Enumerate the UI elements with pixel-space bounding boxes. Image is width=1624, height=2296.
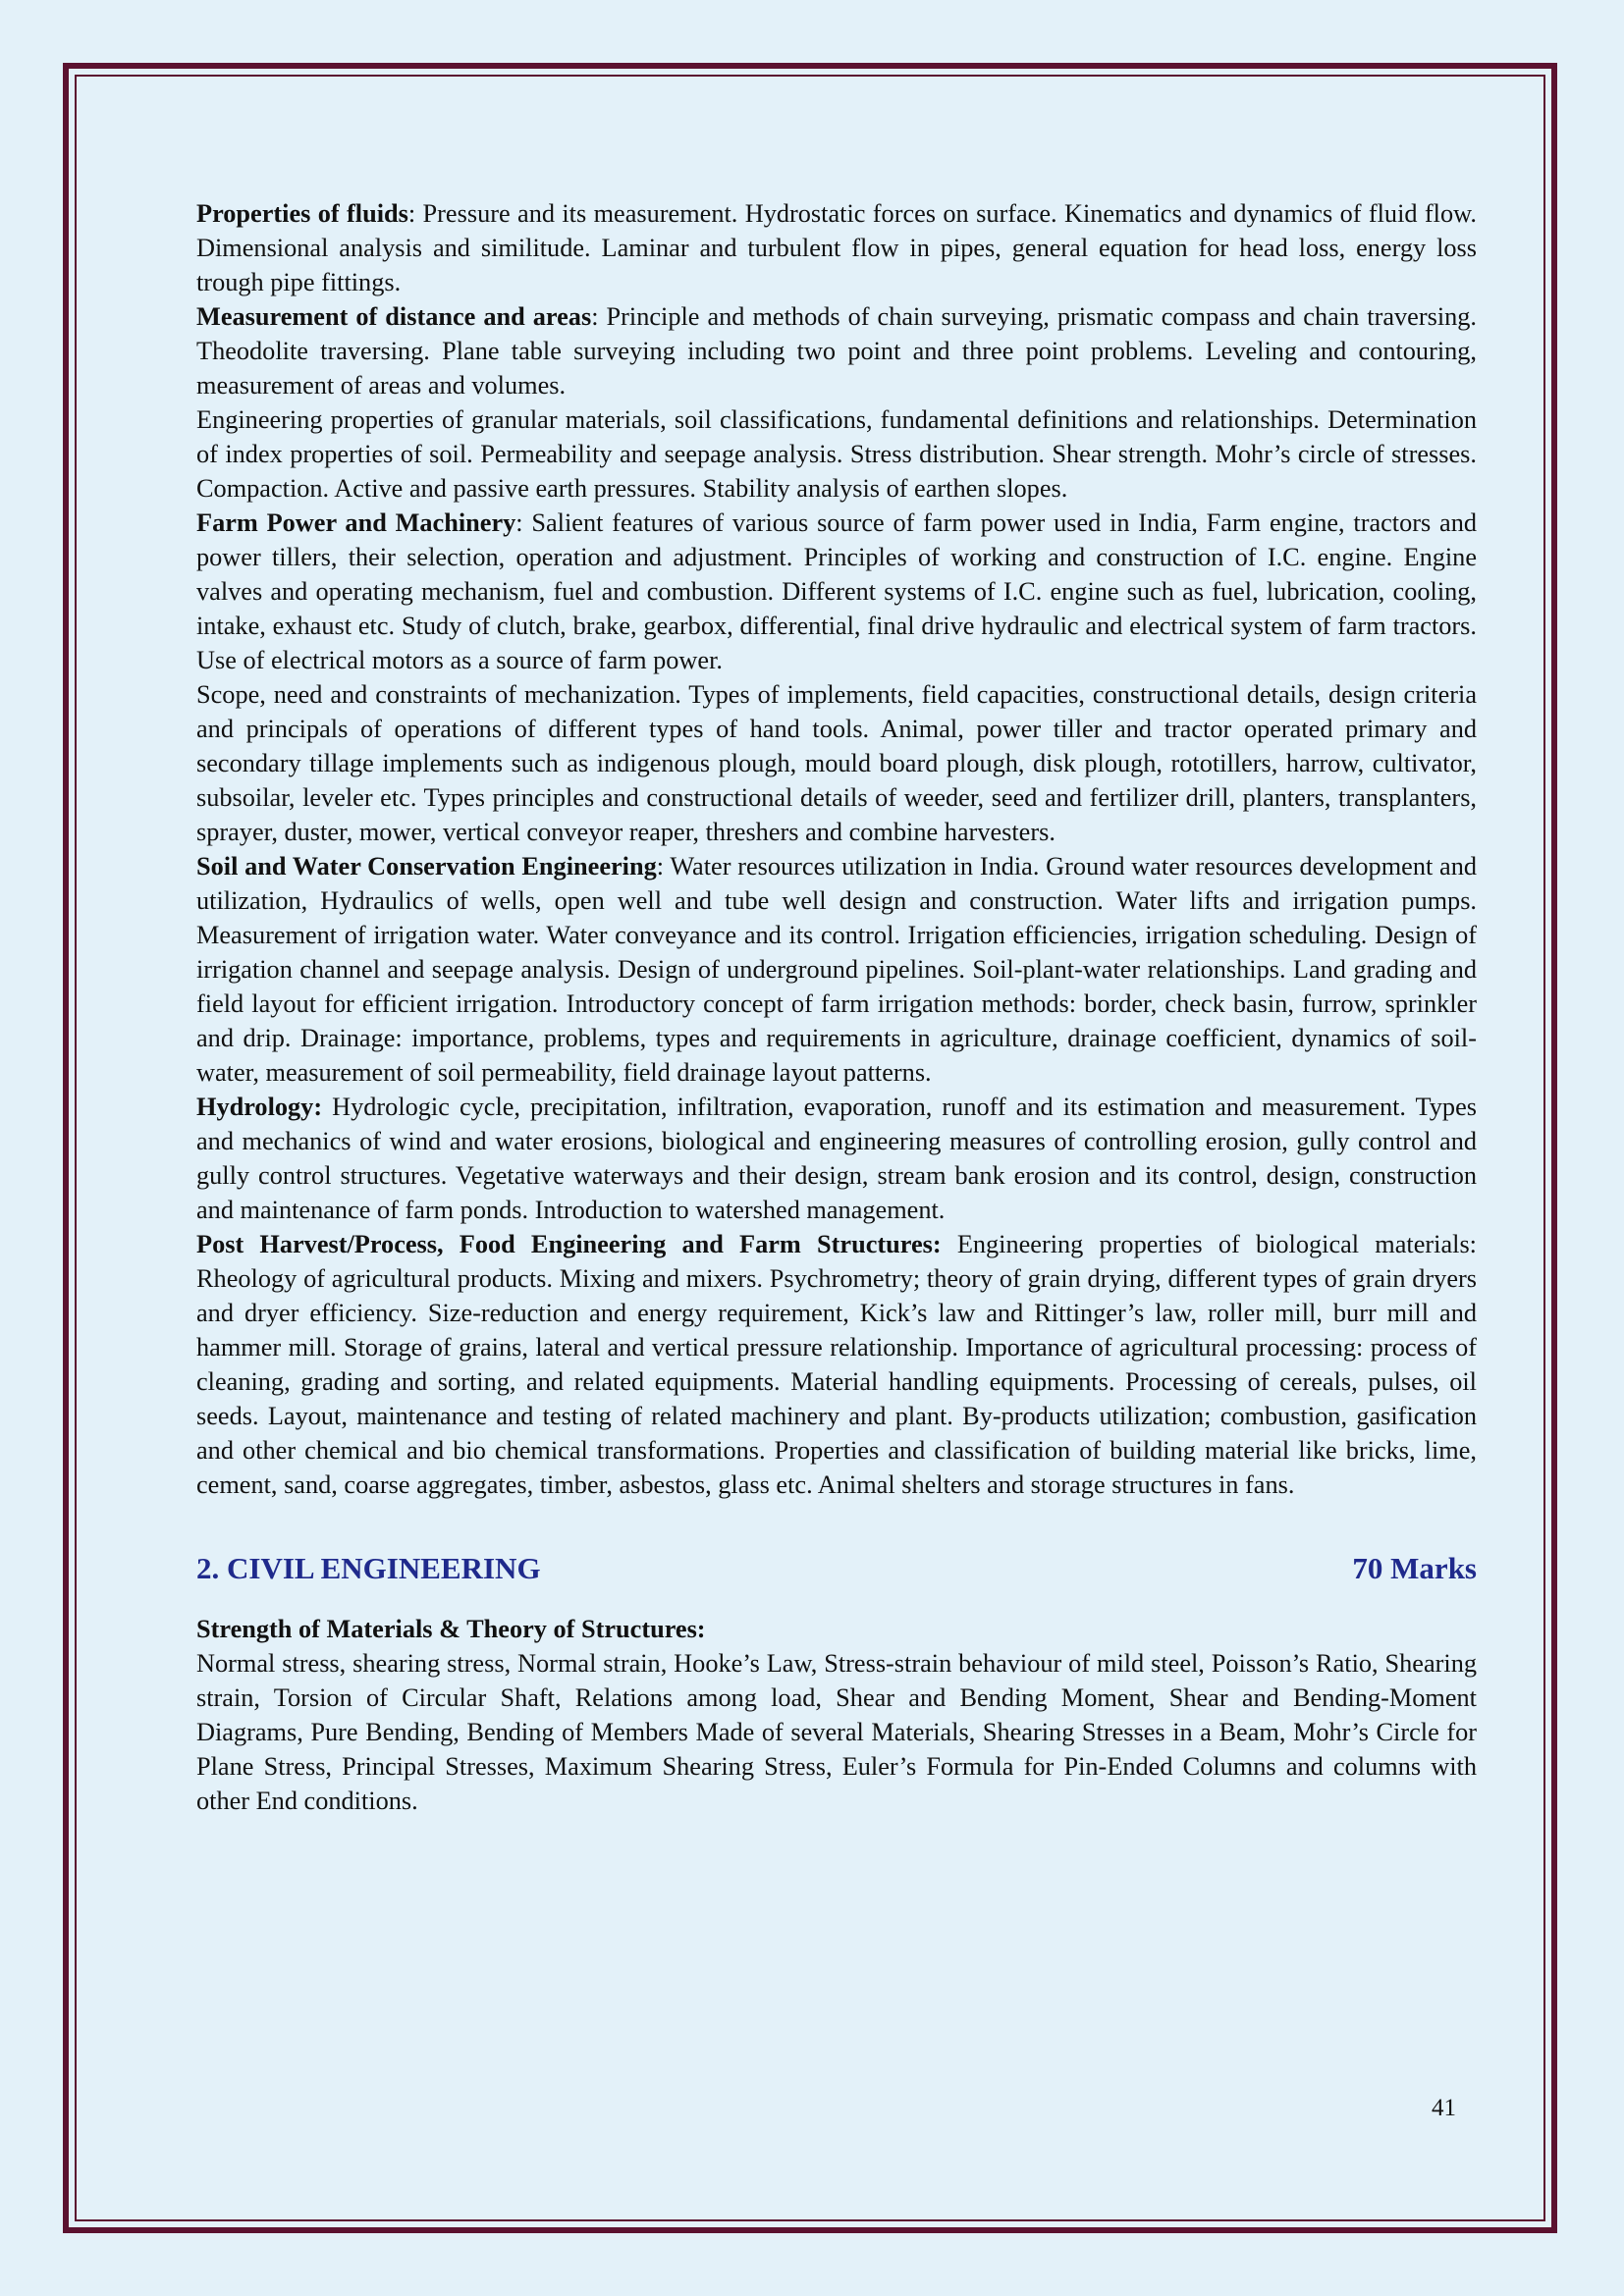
section-heading bbox=[196, 1549, 1477, 1588]
paragraph-hydrology bbox=[196, 1090, 1477, 1227]
paragraph-text: : Water resources utilization in India. Ground water resources development and utilization, Hydraulics of wells, open well and tube well design and construction. Water lifts and irrigation pumps. Measurement of irrigation water. Water conveyance and its control. Irrigation efficiencies, irrigation scheduling. Design of irrigation channel and seepage analysis. Design of underground pipelines. Soil-plant-water relationships. Land grading and field layout for efficient irrigation. Introductory concept of farm irrigation methods: border, check basin, furrow, sprinkler and drip. Drainage: importance, problems, types and requirements in agriculture, drainage coefficient, dynamics of soil-water, measurement of soil permeability, field drainage layout patterns. bbox=[196, 852, 1477, 1087]
paragraph-heading: Farm Power and Machinery bbox=[196, 508, 516, 537]
paragraph-fluids bbox=[196, 196, 1477, 299]
paragraph-soil-mechanics bbox=[196, 402, 1477, 506]
subsection-text: Normal stress, shearing stress, Normal strain, Hooke’s Law, Stress-strain behaviour of mild steel, Poisson’s Ratio, Shearing strain, Torsion of Circular Shaft, Relations among load, Shear and Bending Moment, Shear and Bending-Moment Diagrams, Pure Bending, Bending of Members Made of several Materials, Shearing Stresses in a Beam, Mohr’s Circle for Plane Stress, Principal Stresses, Maximum Shearing Stress, Euler’s Formula for Pin-Ended Columns and columns with other End conditions. bbox=[196, 1649, 1477, 1815]
paragraph-text: : Principle and methods of chain surveying, prismatic compass and chain traversing. Theodolite traversing. Plane table surveying including two point and three point problems. Leveling and contouring, measurement of areas and volumes. bbox=[196, 302, 1477, 400]
section-marks: 70 Marks bbox=[1352, 1551, 1477, 1585]
subsection-heading: Strength of Materials & Theory of Structures: bbox=[196, 1615, 706, 1643]
paragraph-text: : Salient features of various source of farm power used in India, Farm engine, tractors and power tillers, their selection, operation and adjustment. Principles of working and construction of I.C. engine. Engine valves and operating mechanism, fuel and combustion. Different systems of I.C. engine such as fuel, lubrication, cooling, intake, exhaust etc. Study of clutch, brake, gearbox, differential, final drive hydraulic and electrical system of farm tractors. Use of electrical motors as a source of farm power. bbox=[196, 508, 1478, 674]
paragraph-post-harvest bbox=[196, 1227, 1477, 1502]
paragraph-heading: Post Harvest/Process, Food Engineering and Farm Structures: bbox=[196, 1230, 942, 1258]
page-content bbox=[196, 196, 1477, 1818]
page-number: 41 bbox=[1432, 2095, 1456, 2121]
paragraph-text: Hydrologic cycle, precipitation, infiltration, evaporation, runoff and its estimation and measurement. Types and mechanics of wind and water erosions, biological and engineering measures of controlling erosion, gully control and gully control structures. Vegetative waterways and their design, stream bank erosion and its control, design, construction and maintenance of farm ponds. Introduction to watershed management. bbox=[196, 1093, 1477, 1224]
paragraph-text: Engineering properties of biological materials: Rheology of agricultural products. Mixing and mixers. Psychrometry; theory of grain drying, different types of grain dryers and dryer efficiency. Size-reduction and energy requirement, Kick’s law and Rittinger’s law, roller mill, burr mill and hammer mill. Storage of grains, lateral and vertical pressure relationship. Importance of agricultural processing: process of cleaning, grading and sorting, and related equipments. Material handling equipments. Processing of cereals, pulses, oil seeds. Layout, maintenance and testing of related machinery and plant. By-products utilization; combustion, gasification and other chemical and bio chemical transformations. Properties and classification of building material like bricks, lime, cement, sand, coarse aggregates, timber, asbestos, glass etc. Animal shelters and storage structures in fans. bbox=[196, 1230, 1477, 1499]
paragraph-heading: Properties of fluids bbox=[196, 199, 408, 228]
paragraph-heading: Measurement of distance and areas bbox=[196, 302, 592, 331]
paragraph-mechanization bbox=[196, 677, 1477, 849]
paragraph-farm-power bbox=[196, 506, 1477, 677]
paragraph-heading: Soil and Water Conservation Engineering bbox=[196, 852, 657, 881]
paragraph-text: Engineering properties of granular materials, soil classifications, fundamental definitions and relationships. Determination of index properties of soil. Permeability and seepage analysis. Stress distribution. Shear strength. Mohr’s circle of stresses. Compaction. Active and passive earth pressures. Stability analysis of earthen slopes. bbox=[196, 405, 1477, 503]
paragraph-text: : Pressure and its measurement. Hydrostatic forces on surface. Kinematics and dynamics of fluid flow. Dimensional analysis and similitude. Laminar and turbulent flow in pipes, general equation for head loss, energy loss trough pipe fittings. bbox=[196, 199, 1477, 296]
section-title: 2. CIVIL ENGINEERING bbox=[196, 1551, 541, 1585]
paragraph-text: Scope, need and constraints of mechanization. Types of implements, field capacities, constructional details, design criteria and principals of operations of different types of hand tools. Animal, power tiller and tractor operated primary and secondary tillage implements such as indigenous plough, mould board plough, disk plough, rototillers, harrow, cultivator, subsoilar, leveler etc. Types principles and constructional details of weeder, seed and fertilizer drill, planters, transplanters, sprayer, duster, mower, vertical conveyor reaper, threshers and combine harvesters. bbox=[196, 680, 1477, 846]
paragraph-heading: Hydrology: bbox=[196, 1093, 323, 1121]
paragraph-soil-water bbox=[196, 849, 1477, 1090]
paragraph-surveying bbox=[196, 299, 1477, 402]
